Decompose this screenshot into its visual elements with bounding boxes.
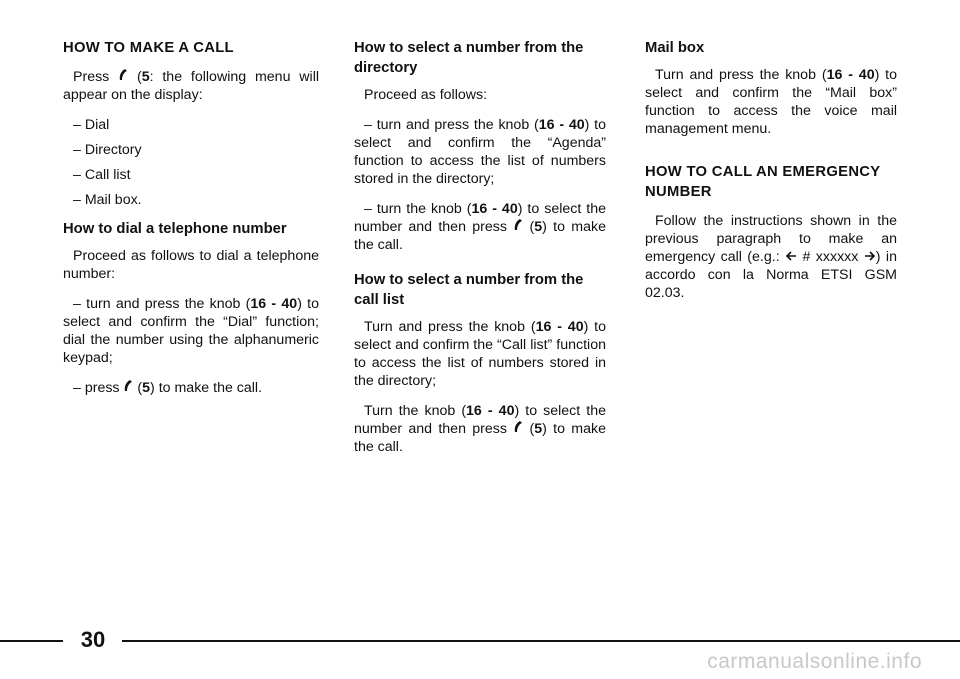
mail-box-text: Turn and press the knob (16 - 40) to select and confirm the “Mail box” function to access the voice mail management menu. (645, 67, 898, 137)
directory-proceed: Proceed as follows: (364, 87, 488, 103)
subheading-dial-number: How to dial a telephone number (63, 221, 287, 237)
dial-step-1: – turn and press the knob (16 - 40) to select and confirm the “Dial” function; dial the number using the alphanumeric keypad; (63, 296, 319, 366)
phone-handset-icon (513, 218, 523, 232)
footer-rule-right (122, 640, 960, 642)
menu-item-dial: – Dial (73, 116, 319, 134)
heading-emergency: HOW TO CALL AN EMERGENCY NUMBER (645, 164, 881, 200)
footer-rule-left (0, 640, 63, 642)
call-list-step-1: Turn and press the knob (16 - 40) to select and confirm the “Call list” function to access the list of numbers stored in the directory; (354, 319, 607, 389)
dial-proceed: Proceed as follows to dial a telephone number: (63, 248, 319, 282)
emergency-text: Follow the instructions shown in the previous paragraph to make an emergency call (e.g.: # xxxxxx ) in accordo con la Norma ETSI GSM 02.03. (645, 213, 897, 301)
menu-item-mail-box: – Mail box. (73, 191, 319, 209)
call-list-step-2: Turn the knob (16 - 40) to select the number and then press (5) to make the call. (354, 403, 606, 455)
arrow-left-icon (785, 250, 797, 262)
heading-make-call: HOW TO MAKE A CALL (63, 40, 234, 56)
phone-handset-icon (513, 420, 523, 434)
column-2 (354, 38, 606, 468)
heading-call-list: How to select a number from the call list (354, 272, 584, 308)
column-3 (645, 38, 897, 314)
menu-item-call-list: – Call list (73, 166, 319, 184)
dial-step-2: – press (5) to make the call. (73, 380, 263, 396)
page-number: 30 (80, 627, 106, 652)
phone-handset-icon (123, 379, 133, 393)
directory-step-2: – turn the knob (16 - 40) to select the number and then press (5) to make the call. (354, 201, 606, 253)
arrow-right-icon (864, 250, 876, 262)
intro-paragraph: Press (5: the following menu will appear on the display: (63, 69, 319, 103)
menu-item-directory: – Directory (73, 141, 319, 159)
heading-directory: How to select a number from the directory (354, 40, 584, 76)
phone-handset-icon (118, 68, 128, 82)
directory-step-1: – turn and press the knob (16 - 40) to select and confirm the “Agenda” function to access the list of numbers stored in the directory; (354, 117, 607, 187)
column-1 (63, 38, 319, 409)
watermark: carmanualsonline.info (707, 650, 922, 673)
heading-mail-box: Mail box (645, 40, 705, 56)
